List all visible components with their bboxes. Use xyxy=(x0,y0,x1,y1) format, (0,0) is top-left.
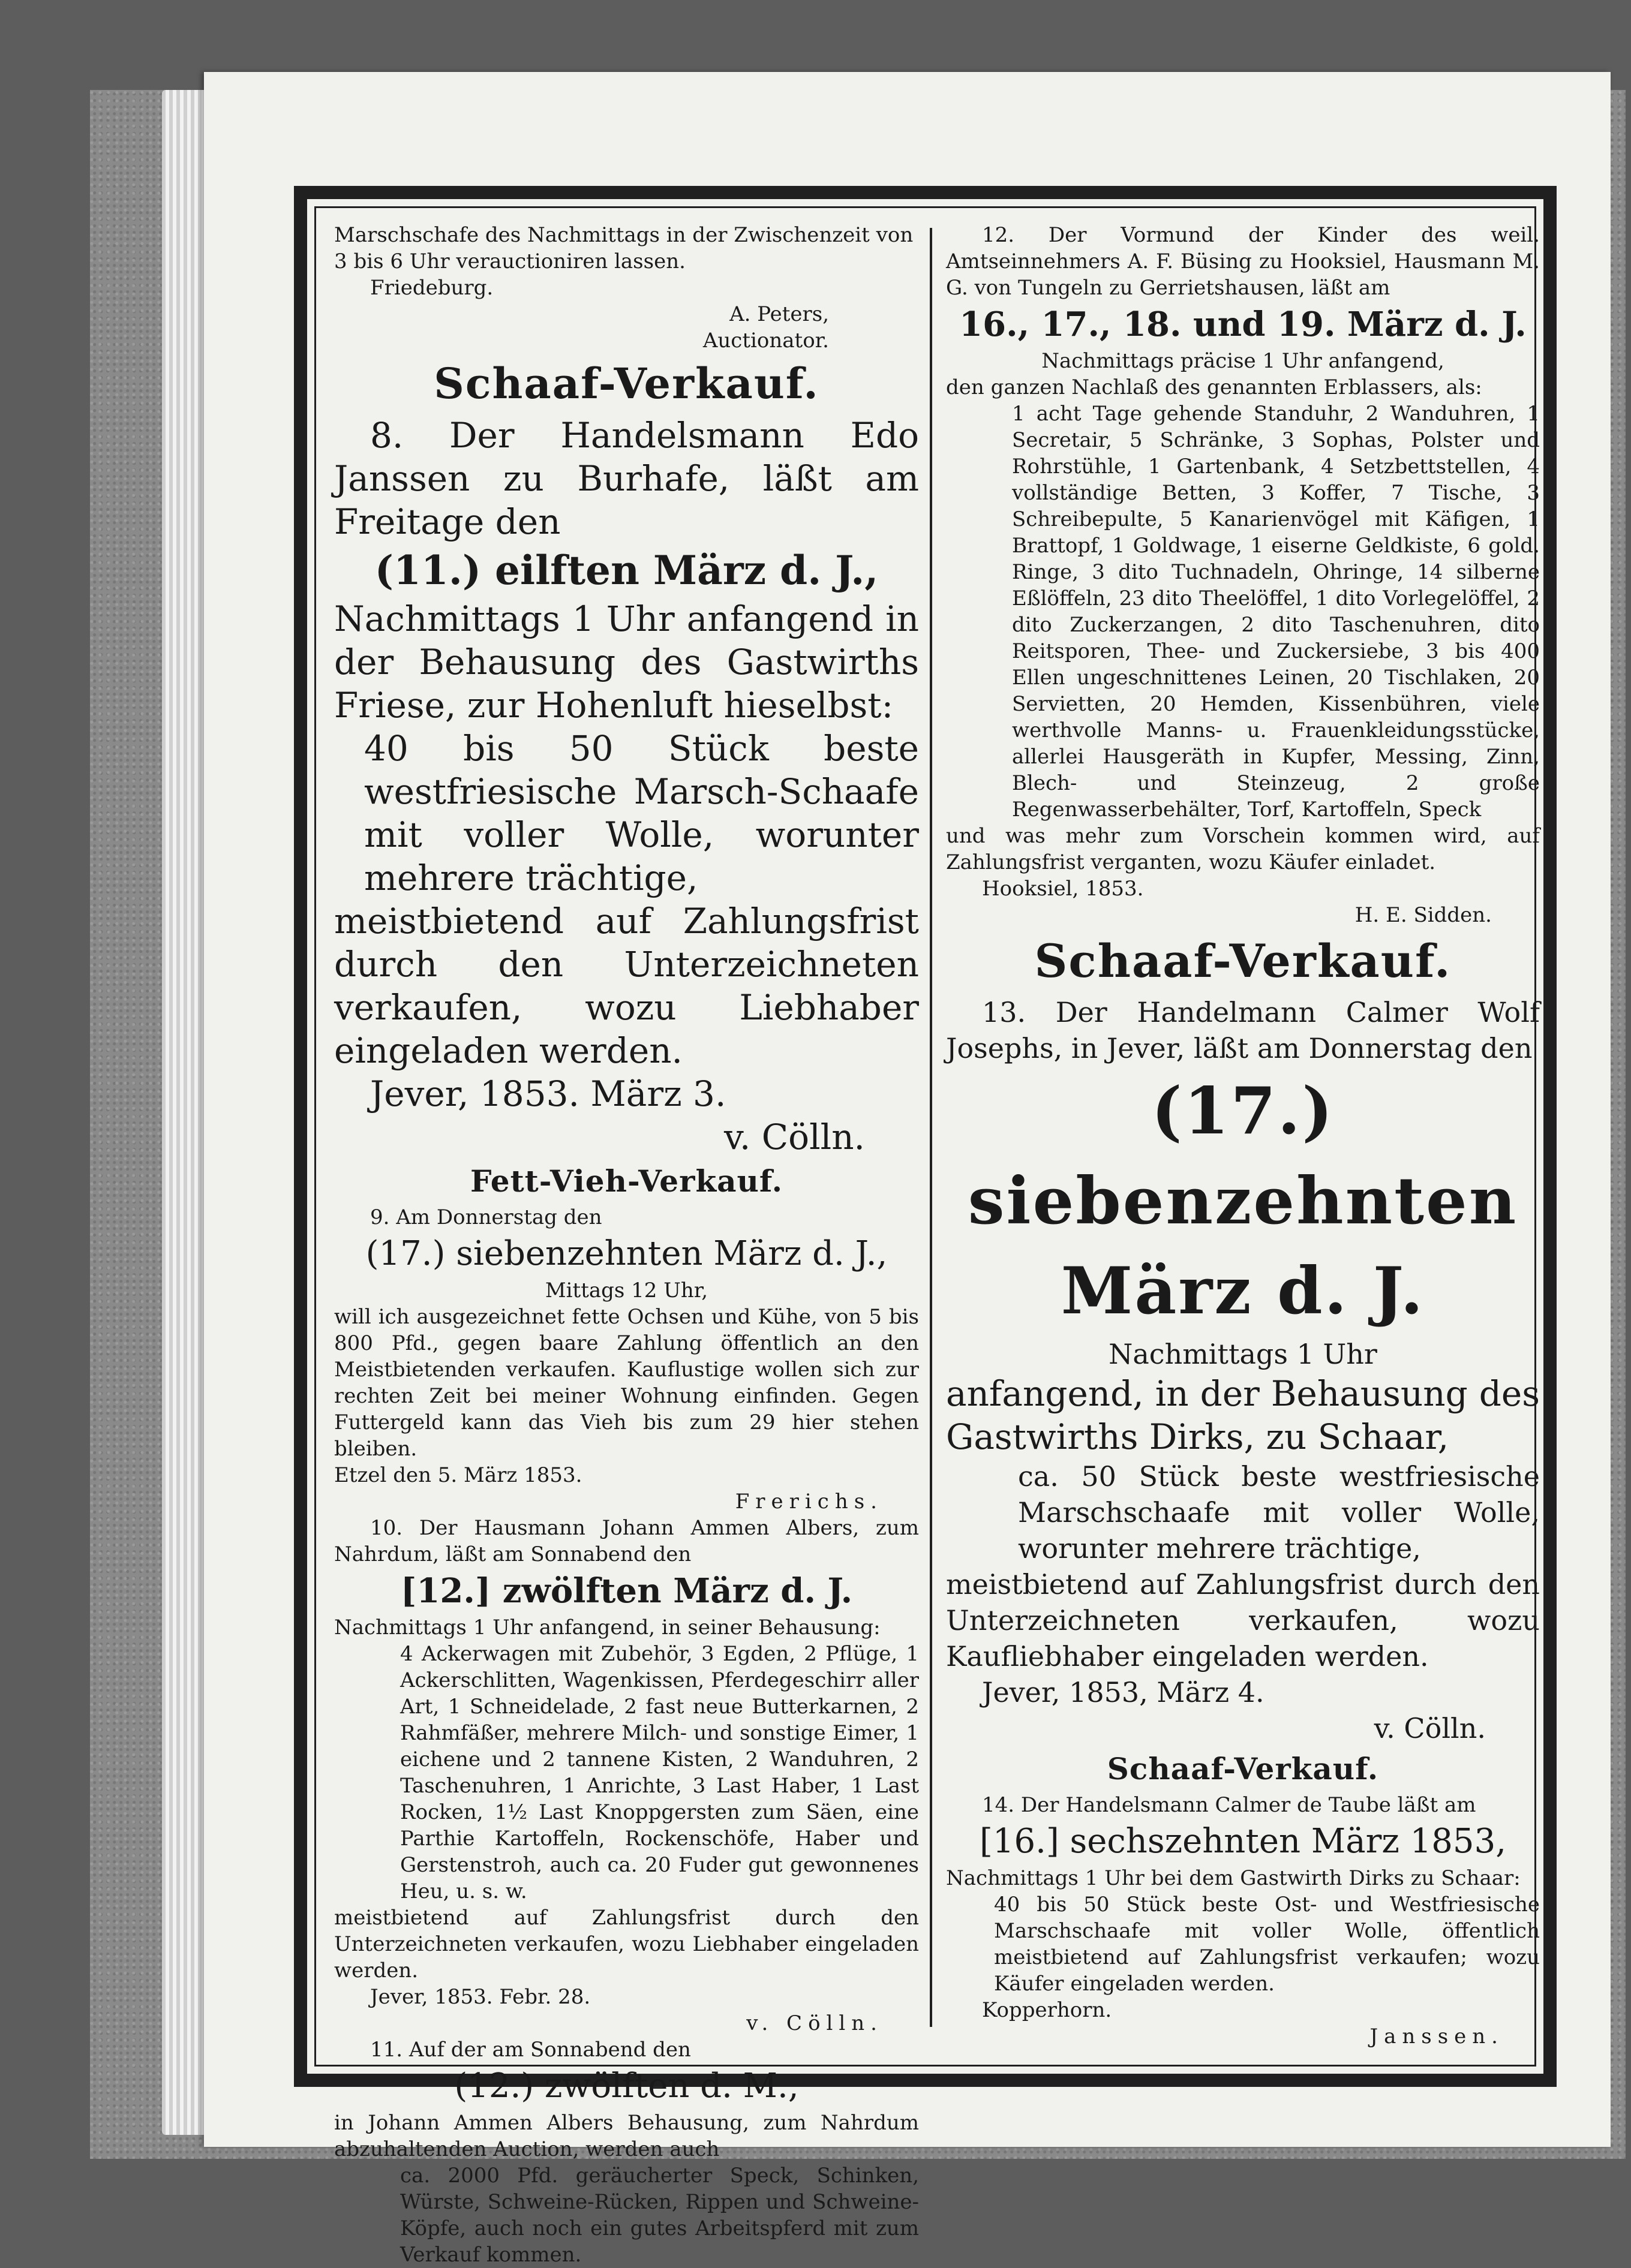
ad-14-place: Kopperhorn. xyxy=(982,1998,1112,2022)
ad-12 xyxy=(946,222,1540,928)
page-frame xyxy=(294,186,1557,2267)
ad-12-items: 1 acht Tage gehende Standuhr, 2 Wanduhren, 1 Secretair, 5 Schränke, 3 Sophas, Polster und Rohrstühle, 1 Gartenbank, 4 Setzbettstellen, 4 vollständige Betten, 3 Koffer, 7 Tische, 3 Schreibepulte, 5 Kanarienvögel mit Käfigen, 1 Brattopf, 1 Goldwage, 1 eiserne Geldkiste, 6 gold. Ringe, 3 dito Tuchnadeln, Ohringe, 14 silberne Eßlöffeln, 23 dito Theelöffel, 1 dito Vorlegelöffel, 2 dito Zuckerzangen, 2 dito Taschenuhren, dito Reitsporen, Thee- und Zuckersiebe, 3 bis 400 Ellen ungeschnittenes Leinen, 20 Tischlaken, 20 Servietten, 20 Hemden, Kissenbühren, viele werthvolle Manns- u. Frauenkleidungsstücke, allerlei Hausgeräth in Kupfer, Messing, Zinn, Blech- und Steinzeug, 2 große Regenwasserbehälter, Torf, Kartoffeln, Speck xyxy=(1012,402,1540,822)
ad-12-date: 16., 17., 18. und 19. März d. J. xyxy=(959,305,1527,344)
column-divider xyxy=(930,228,932,2027)
ad-11-intro: 11. Auf der am Sonnabend den xyxy=(370,2038,691,2062)
ad-8 xyxy=(334,354,919,1159)
ad-11-items: ca. 2000 Pfd. geräucherter Speck, Schinken, Würste, Schweine-Rücken, Rippen und Schweine-Köpfe, auch noch ein gutes Arbeitspferd mit zum Verkauf kommen. xyxy=(400,2164,919,2267)
ad-9-heading: Fett-Vieh-Verkauf. xyxy=(470,1163,783,1199)
ad-7-signer: A. Peters, xyxy=(729,302,829,326)
ad-10-intro: 10. Der Hausmann Johann Ammen Albers, zum Nahrdum, läßt am Sonnabend den xyxy=(334,1516,919,1566)
ad-11 xyxy=(334,2037,919,2268)
ad-12-signer: H. E. Sidden. xyxy=(1354,903,1492,927)
ad-10-time: Nachmittags 1 Uhr anfangend, in seiner Behausung: xyxy=(334,1616,881,1640)
ad-14-signer: Janssen. xyxy=(1369,2025,1504,2049)
ad-14-heading: Schaaf-Verkauf. xyxy=(1107,1751,1379,1786)
left-column xyxy=(334,222,919,2268)
ad-10-terms: meistbietend auf Zahlungsfrist durch den Unterzeichneten verkaufen, wozu Liebhaber eingeladen werden. xyxy=(334,1906,919,1983)
ad-10-date: [12.] zwölften März d. J. xyxy=(400,1571,853,1611)
ad-12-time: Nachmittags präcise 1 Uhr anfangend, xyxy=(1041,349,1444,373)
ad-7-signer-role: Auctionator. xyxy=(702,329,829,353)
ad-8-terms: meistbietend auf Zahlungsfrist durch den Unterzeichneten verkaufen, wozu Liebhaber eingeladen werden. xyxy=(334,901,919,1071)
ad-13-body: anfangend, in der Behausung des Gastwirths Dirks, zu Schaar, xyxy=(946,1373,1540,1457)
ad-10-place-date: Jever, 1853. Febr. 28. xyxy=(370,1985,591,2009)
ad-13-items: ca. 50 Stück beste westfriesische Marschschaafe mit voller Wolle, worunter mehrere trächtige, xyxy=(1018,1460,1540,1565)
ad-14-body: Nachmittags 1 Uhr bei dem Gastwirth Dirks zu Schaar: xyxy=(946,1866,1521,1890)
ad-8-signer: v. Cölln. xyxy=(724,1117,865,1157)
ad-9-time: Mittags 12 Uhr, xyxy=(545,1279,708,1303)
ad-13-date-line-1: (17.) siebenzehnten xyxy=(968,1073,1518,1239)
ad-7-line-1: Marschschafe des Nachmittags in der Zwischenzeit von xyxy=(334,223,914,247)
ad-7-line-2: 3 bis 6 Uhr verauctioniren lassen. xyxy=(334,249,686,273)
ad-11-date: (12.) zwölften d. M., xyxy=(454,2067,799,2105)
ad-9-intro: 9. Am Donnerstag den xyxy=(370,1205,602,1229)
ad-13-heading: Schaaf-Verkauf. xyxy=(1034,934,1452,988)
ad-13-time: Nachmittags 1 Uhr xyxy=(1109,1338,1377,1370)
ad-13-date-line-2: März d. J. xyxy=(1061,1253,1425,1329)
ad-8-place-date: Jever, 1853. März 3. xyxy=(370,1073,726,1114)
ad-13 xyxy=(946,928,1540,1746)
ad-7-place: Friedeburg. xyxy=(370,276,494,300)
right-column xyxy=(946,222,1540,2050)
ad-8-heading: Schaaf-Verkauf. xyxy=(434,359,819,408)
ad-12-body: den ganzen Nachlaß des genannten Erblassers, als: xyxy=(946,375,1482,399)
ad-8-body: Nachmittags 1 Uhr anfangend in der Behausung des Gastwirths Friese, zur Hohenluft hieselbst: xyxy=(334,598,919,726)
newspaper-page xyxy=(204,72,1611,2267)
ad-12-intro: 12. Der Vormund der Kinder des weil. Amtseinnehmers A. F. Büsing zu Hooksiel, Hausmann M. G. von Tungeln zu Gerrietshausen, läßt am xyxy=(946,223,1540,300)
ad-14 xyxy=(946,1746,1540,2050)
ad-13-place-date: Jever, 1853, März 4. xyxy=(982,1676,1264,1708)
ad-12-terms: und was mehr zum Vorschein kommen wird, auf Zahlungsfrist verganten, wozu Käufer einladet. xyxy=(946,824,1540,874)
ad-9-place-date: Etzel den 5. März 1853. xyxy=(334,1463,582,1487)
ad-8-date: (11.) eilften März d. J., xyxy=(374,547,879,594)
ad-11-body: in Johann Ammen Albers Behausung, zum Nahrdum abzuhaltenden Auction, werden auch xyxy=(334,2111,919,2161)
ad-9-date: (17.) siebenzehnten März d. J., xyxy=(365,1234,888,1273)
ad-13-intro: 13. Der Handelmann Calmer Wolf Josephs, in Jever, läßt am Donnerstag den xyxy=(946,996,1540,1064)
ad-8-intro: 8. Der Handelsmann Edo Janssen zu Burhafe, läßt am Freitage den xyxy=(334,415,919,542)
ad-14-date: [16.] sechszehnten März 1853, xyxy=(979,1822,1506,1861)
ad-13-signer: v. Cölln. xyxy=(1374,1712,1486,1744)
ad-14-intro: 14. Der Handelsmann Calmer de Taube läßt am xyxy=(982,1793,1476,1817)
ad-9-body: will ich ausgezeichnet fette Ochsen und Kühe, von 5 bis 800 Pfd., gegen baare Zahlung öffentlich an den Meistbietenden verkaufen. Kauflustige wollen sich zur rechten Zeit bei meiner Wohnung einfinden. Gegen Futtergeld kann das Vieh bis zum 29 hier stehen bleiben. xyxy=(334,1305,919,1461)
ad-10-items: 4 Ackerwagen mit Zubehör, 3 Egden, 2 Pflüge, 1 Ackerschlitten, Wagenkissen, Pferdegeschirr aller Art, 1 Schneidelade, 2 fast neue Butterkarnen, 2 Rahmfäßer, mehrere Milch- und sonstige Eimer, 1 eichene und 2 tannene Kisten, 2 Wanduhren, 2 Taschenuhren, 1 Anrichte, 3 Last Haber, 1 Last Rocken, 1½ Last Knoppgersten zum Säen, eine Parthie Kartoffeln, Rockenschöfe, Haber und Gerstenstroh, auch ca. 20 Fuder gut gewonnenes Heu, u. s. w. xyxy=(400,1642,919,1903)
ad-12-place-date: Hooksiel, 1853. xyxy=(982,877,1144,901)
ad-13-terms: meistbietend auf Zahlungsfrist durch den Unterzeichneten verkaufen, wozu Kaufliebhaber eingeladen werden. xyxy=(946,1568,1540,1673)
ad-10 xyxy=(334,1515,919,2037)
ad-14-items: 40 bis 50 Stück beste Ost- und Westfriesische Marschschaafe mit voller Wolle, öffentlich meistbietend auf Zahlungsfrist verkaufen; wozu Käufer eingeladen werden. xyxy=(994,1893,1540,1996)
ad-10-signer: v. Cölln. xyxy=(746,2011,883,2035)
ad-9-signer: Frerichs. xyxy=(735,1490,883,1514)
ad-8-items: 40 bis 50 Stück beste westfriesische Marsch-Schaafe mit voller Wolle, worunter mehrere trächtige, xyxy=(364,728,919,898)
ad-7-continuation xyxy=(334,222,919,354)
ad-9 xyxy=(334,1159,919,1515)
